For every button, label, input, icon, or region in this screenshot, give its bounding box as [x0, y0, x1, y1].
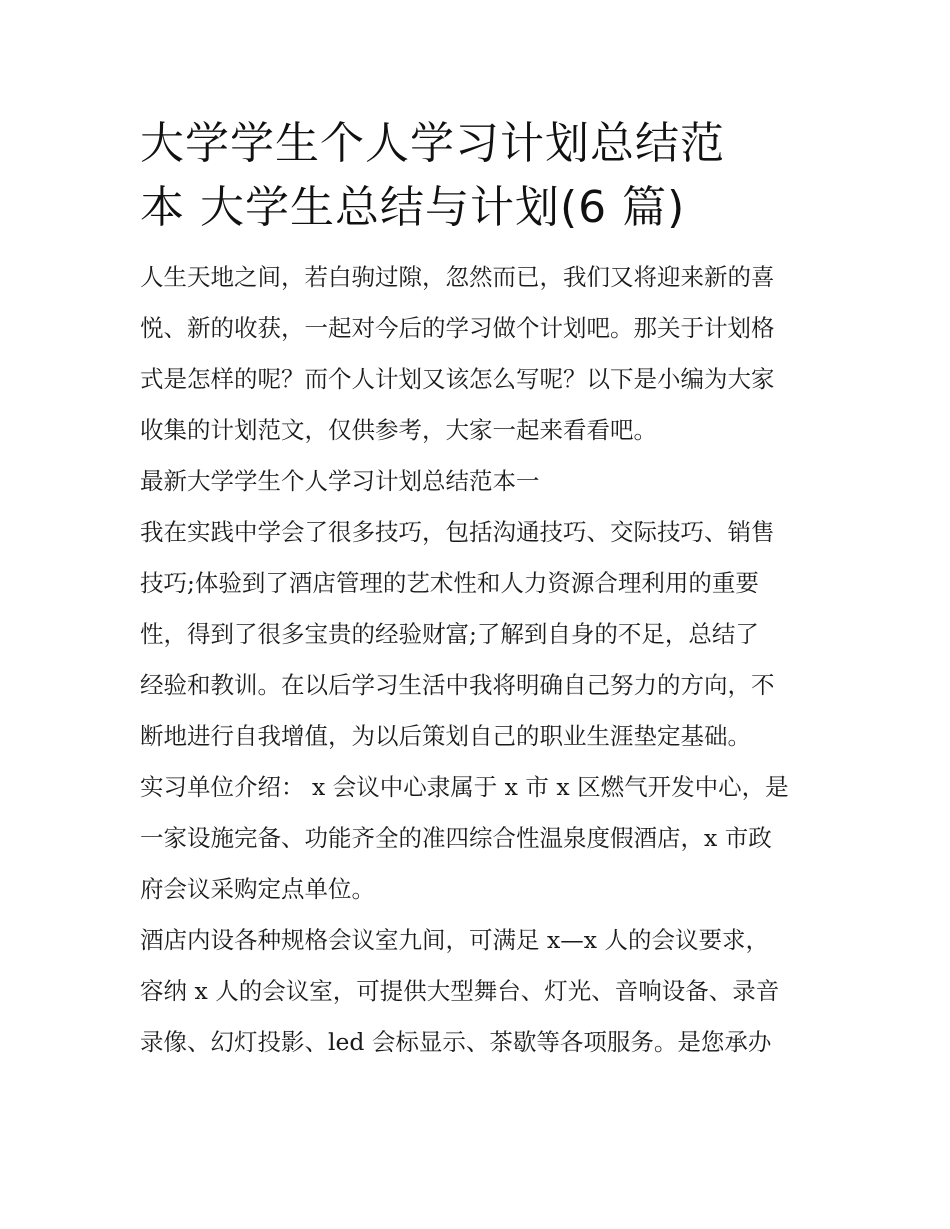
text-line: 最新大学学生个人学习计划总结范本一	[140, 467, 540, 495]
text-line: 悦、新的收获，一起对今后的学习做个计划吧。那关于计划格	[140, 314, 775, 342]
body-paragraph	[140, 507, 820, 762]
title-line: 本 大学生总结与计划(6 篇)	[140, 182, 686, 233]
document-body	[140, 112, 820, 1068]
text-line: 一家设施完备、功能齐全的准四综合性温泉度假酒店，x 市政	[140, 824, 772, 852]
text-line: 实习单位介绍： x 会议中心隶属于 x 市 x 区燃气开发中心，是	[140, 773, 789, 801]
section-heading	[140, 456, 820, 507]
text-line: 容纳 x 人的会议室，可提供大型舞台、灯光、音响设备、录音	[140, 977, 780, 1005]
intro-paragraph	[140, 252, 820, 456]
text-line: 府会议采购定点单位。	[140, 875, 375, 903]
text-line: 酒店内设各种规格会议室九间，可满足 x—x 人的会议要求，	[140, 926, 769, 954]
text-line: 式是怎样的呢？而个人计划又该怎么写呢？以下是小编为大家	[140, 365, 775, 393]
text-line: 经验和教训。在以后学习生活中我将明确自己努力的方向，不	[140, 671, 775, 699]
body-paragraph	[140, 915, 820, 1068]
body-paragraph	[140, 762, 820, 915]
text-line: 收集的计划范文，仅供参考，大家一起来看看吧。	[140, 416, 657, 444]
document-title	[140, 112, 820, 240]
text-line: 录像、幻灯投影、led 会标显示、茶歇等各项服务。是您承办	[140, 1028, 772, 1056]
title-line: 大学学生个人学习计划总结范	[140, 118, 725, 169]
text-line: 性，得到了很多宝贵的经验财富;了解到自身的不足，总结了	[140, 620, 759, 648]
text-line: 我在实践中学会了很多技巧，包括沟通技巧、交际技巧、销售	[140, 518, 775, 546]
text-line: 技巧;体验到了酒店管理的艺术性和人力资源合理利用的重要	[140, 569, 759, 597]
text-line: 人生天地之间，若白驹过隙，忽然而已，我们又将迎来新的喜	[140, 263, 775, 291]
text-line: 断地进行自我增值，为以后策划自己的职业生涯垫定基础。	[140, 722, 751, 750]
